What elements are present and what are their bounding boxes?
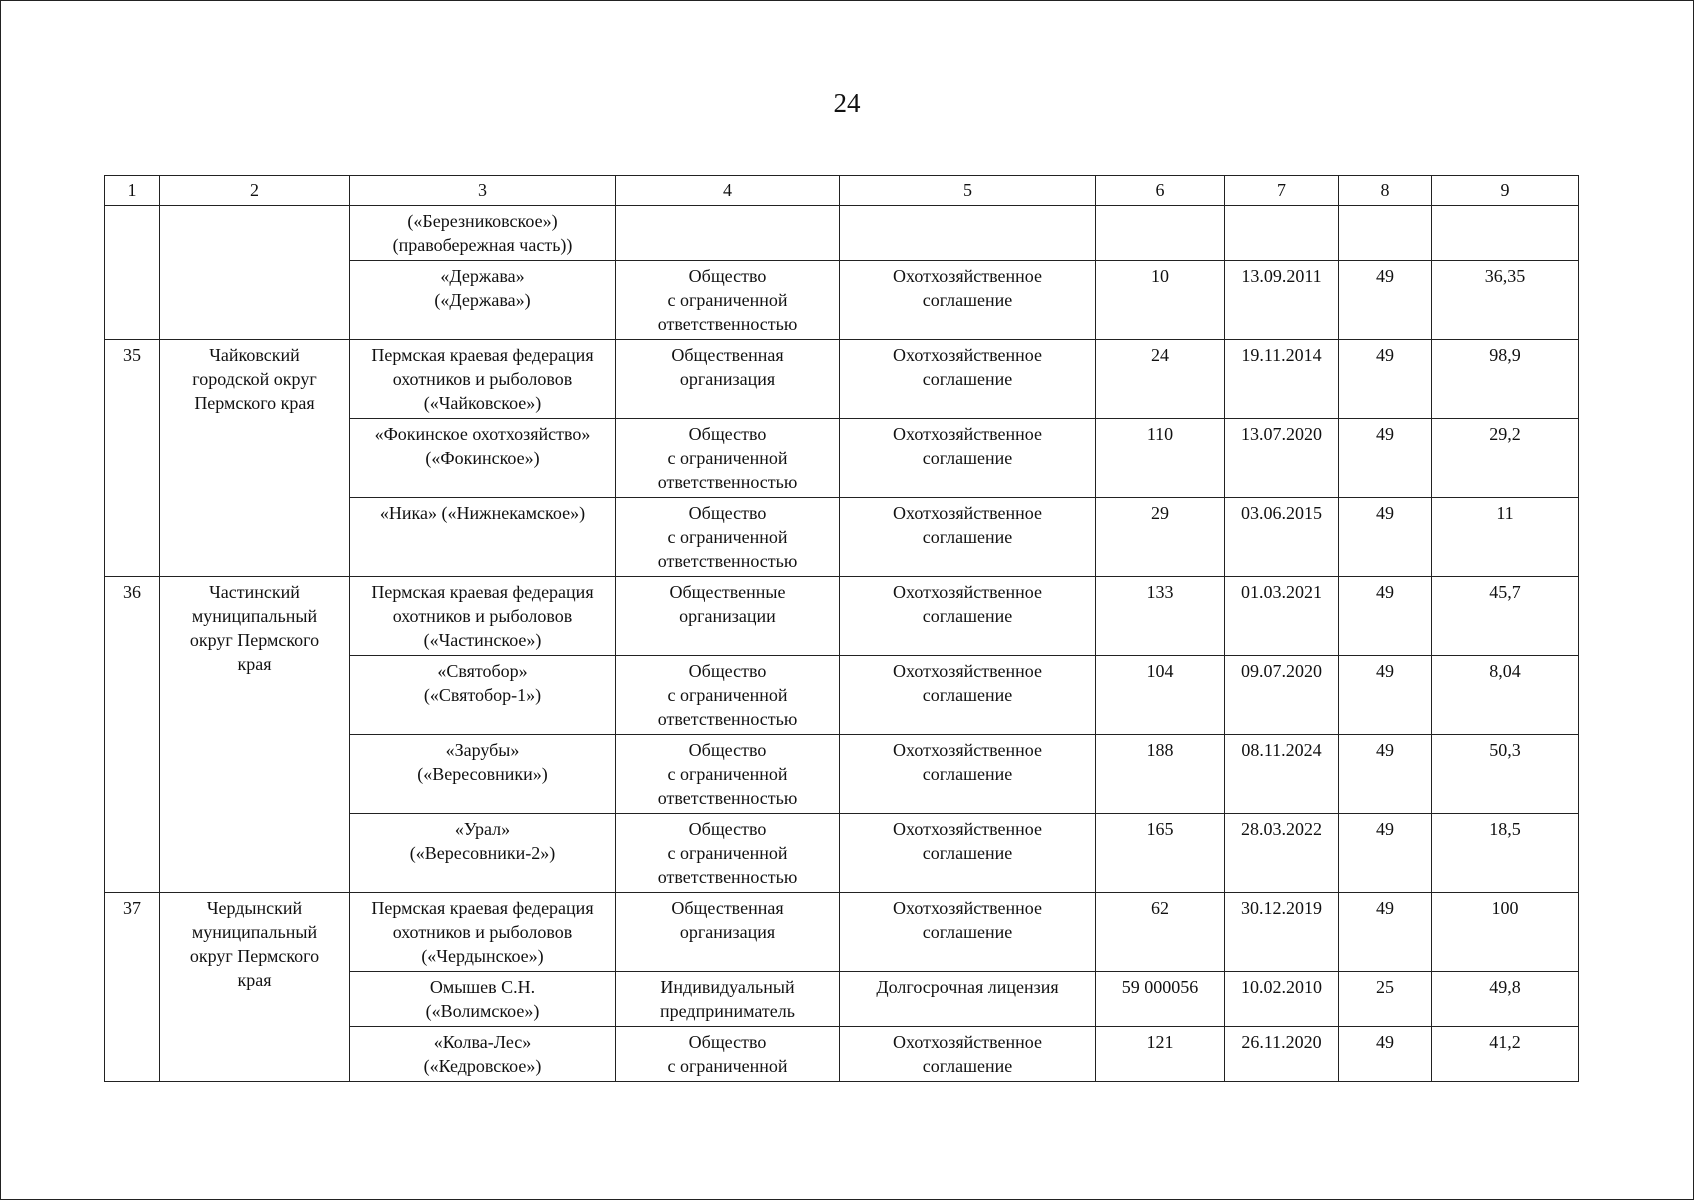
org-form-cell: Общественная организация: [616, 893, 840, 972]
column-number-1: 1: [105, 176, 160, 206]
term-cell: 49: [1339, 261, 1432, 340]
term-cell: 49: [1339, 656, 1432, 735]
date-cell: 08.11.2024: [1225, 735, 1339, 814]
date-cell: 09.07.2020: [1225, 656, 1339, 735]
hunting-ground-name-cell: «Урал» («Вересовники-2»): [350, 814, 616, 893]
area-cell: 100: [1432, 893, 1579, 972]
page-number: 24: [833, 88, 861, 118]
term-cell: 49: [1339, 1027, 1432, 1082]
column-number-9: 9: [1432, 176, 1579, 206]
date-cell: 26.11.2020: [1225, 1027, 1339, 1082]
date-cell: 13.07.2020: [1225, 419, 1339, 498]
column-number-4: 4: [616, 176, 840, 206]
document-type-cell: Охотхозяйственное соглашение: [840, 735, 1096, 814]
document-number-cell: 121: [1096, 1027, 1225, 1082]
document-type-cell: Охотхозяйственное соглашение: [840, 1027, 1096, 1082]
row-number-cell: 35: [105, 340, 160, 577]
hunting-ground-name-cell: «Зарубы» («Вересовники»): [350, 735, 616, 814]
area-cell: 11: [1432, 498, 1579, 577]
date-cell: 01.03.2021: [1225, 577, 1339, 656]
area-cell: 36,35: [1432, 261, 1579, 340]
term-cell: 49: [1339, 814, 1432, 893]
document-number-cell: 110: [1096, 419, 1225, 498]
hunting-ground-name-cell: «Фокинское охотхозяйство» («Фокинское»): [350, 419, 616, 498]
term-cell: 49: [1339, 893, 1432, 972]
district-cell: [160, 206, 350, 340]
term-cell: 25: [1339, 972, 1432, 1027]
date-cell: 10.02.2010: [1225, 972, 1339, 1027]
table-row: [105, 577, 1579, 656]
document-type-cell: Охотхозяйственное соглашение: [840, 261, 1096, 340]
org-form-cell: Общество с ограниченной ответственностью: [616, 498, 840, 577]
document-number-cell: 29: [1096, 498, 1225, 577]
date-cell: 30.12.2019: [1225, 893, 1339, 972]
area-cell: 29,2: [1432, 419, 1579, 498]
org-form-cell: Индивидуальный предприниматель: [616, 972, 840, 1027]
area-cell: 8,04: [1432, 656, 1579, 735]
hunting-ground-name-cell: «Святобор» («Святобор-1»): [350, 656, 616, 735]
date-cell: 03.06.2015: [1225, 498, 1339, 577]
area-cell: 41,2: [1432, 1027, 1579, 1082]
hunting-ground-name-cell: Омышев С.Н. («Волимское»): [350, 972, 616, 1027]
area-cell: 50,3: [1432, 735, 1579, 814]
area-cell: 18,5: [1432, 814, 1579, 893]
org-form-cell: Общественные организации: [616, 577, 840, 656]
document-type-cell: Охотхозяйственное соглашение: [840, 893, 1096, 972]
document-number-cell: 133: [1096, 577, 1225, 656]
column-number-7: 7: [1225, 176, 1339, 206]
district-cell: Чердынский муниципальный округ Пермского края: [160, 893, 350, 1082]
hunting-ground-name-cell: («Березниковское») (правобережная часть)): [350, 206, 616, 261]
org-form-cell: Общественная организация: [616, 340, 840, 419]
org-form-cell: [616, 206, 840, 261]
table-row: [105, 206, 1579, 261]
document-number-cell: 104: [1096, 656, 1225, 735]
hunting-grounds-table: [104, 175, 1579, 1082]
document-type-cell: Охотхозяйственное соглашение: [840, 419, 1096, 498]
hunting-ground-name-cell: Пермская краевая федерация охотников и рыболовов («Частинское»): [350, 577, 616, 656]
term-cell: 49: [1339, 498, 1432, 577]
area-cell: 98,9: [1432, 340, 1579, 419]
document-type-cell: Охотхозяйственное соглашение: [840, 656, 1096, 735]
document-type-cell: [840, 206, 1096, 261]
term-cell: 49: [1339, 577, 1432, 656]
row-number-cell: 37: [105, 893, 160, 1082]
date-cell: 13.09.2011: [1225, 261, 1339, 340]
document-type-cell: Охотхозяйственное соглашение: [840, 498, 1096, 577]
row-number-cell: [105, 206, 160, 340]
document-type-cell: Долгосрочная лицензия: [840, 972, 1096, 1027]
date-cell: 28.03.2022: [1225, 814, 1339, 893]
column-number-3: 3: [350, 176, 616, 206]
document-number-cell: 24: [1096, 340, 1225, 419]
district-cell: Частинский муниципальный округ Пермского края: [160, 577, 350, 893]
document-number-cell: 62: [1096, 893, 1225, 972]
document-type-cell: Охотхозяйственное соглашение: [840, 340, 1096, 419]
area-cell: 49,8: [1432, 972, 1579, 1027]
hunting-ground-name-cell: «Колва-Лес» («Кедровское»): [350, 1027, 616, 1082]
hunting-ground-name-cell: Пермская краевая федерация охотников и рыболовов («Чайковское»): [350, 340, 616, 419]
org-form-cell: Общество с ограниченной ответственностью: [616, 261, 840, 340]
document-number-cell: 165: [1096, 814, 1225, 893]
term-cell: 49: [1339, 340, 1432, 419]
org-form-cell: Общество с ограниченной ответственностью: [616, 656, 840, 735]
org-form-cell: Общество с ограниченной ответственностью: [616, 419, 840, 498]
document-number-cell: [1096, 206, 1225, 261]
column-number-2: 2: [160, 176, 350, 206]
date-cell: 19.11.2014: [1225, 340, 1339, 419]
document-type-cell: Охотхозяйственное соглашение: [840, 577, 1096, 656]
document-number-cell: 10: [1096, 261, 1225, 340]
column-number-8: 8: [1339, 176, 1432, 206]
term-cell: 49: [1339, 735, 1432, 814]
area-cell: [1432, 206, 1579, 261]
org-form-cell: Общество с ограниченной ответственностью: [616, 814, 840, 893]
column-number-6: 6: [1096, 176, 1225, 206]
column-number-row: [105, 176, 1579, 206]
table-row: [105, 340, 1579, 419]
hunting-ground-name-cell: «Ника» («Нижнекамское»): [350, 498, 616, 577]
document-number-cell: 188: [1096, 735, 1225, 814]
table-row: [105, 893, 1579, 972]
term-cell: 49: [1339, 419, 1432, 498]
org-form-cell: Общество с ограниченной ответственностью: [616, 735, 840, 814]
area-cell: 45,7: [1432, 577, 1579, 656]
term-cell: [1339, 206, 1432, 261]
org-form-cell: Общество с ограниченной: [616, 1027, 840, 1082]
column-number-5: 5: [840, 176, 1096, 206]
district-cell: Чайковский городской округ Пермского края: [160, 340, 350, 577]
row-number-cell: 36: [105, 577, 160, 893]
hunting-ground-name-cell: «Держава» («Держава»): [350, 261, 616, 340]
hunting-ground-name-cell: Пермская краевая федерация охотников и рыболовов («Чердынское»): [350, 893, 616, 972]
document-number-cell: 59 000056: [1096, 972, 1225, 1027]
document-type-cell: Охотхозяйственное соглашение: [840, 814, 1096, 893]
date-cell: [1225, 206, 1339, 261]
